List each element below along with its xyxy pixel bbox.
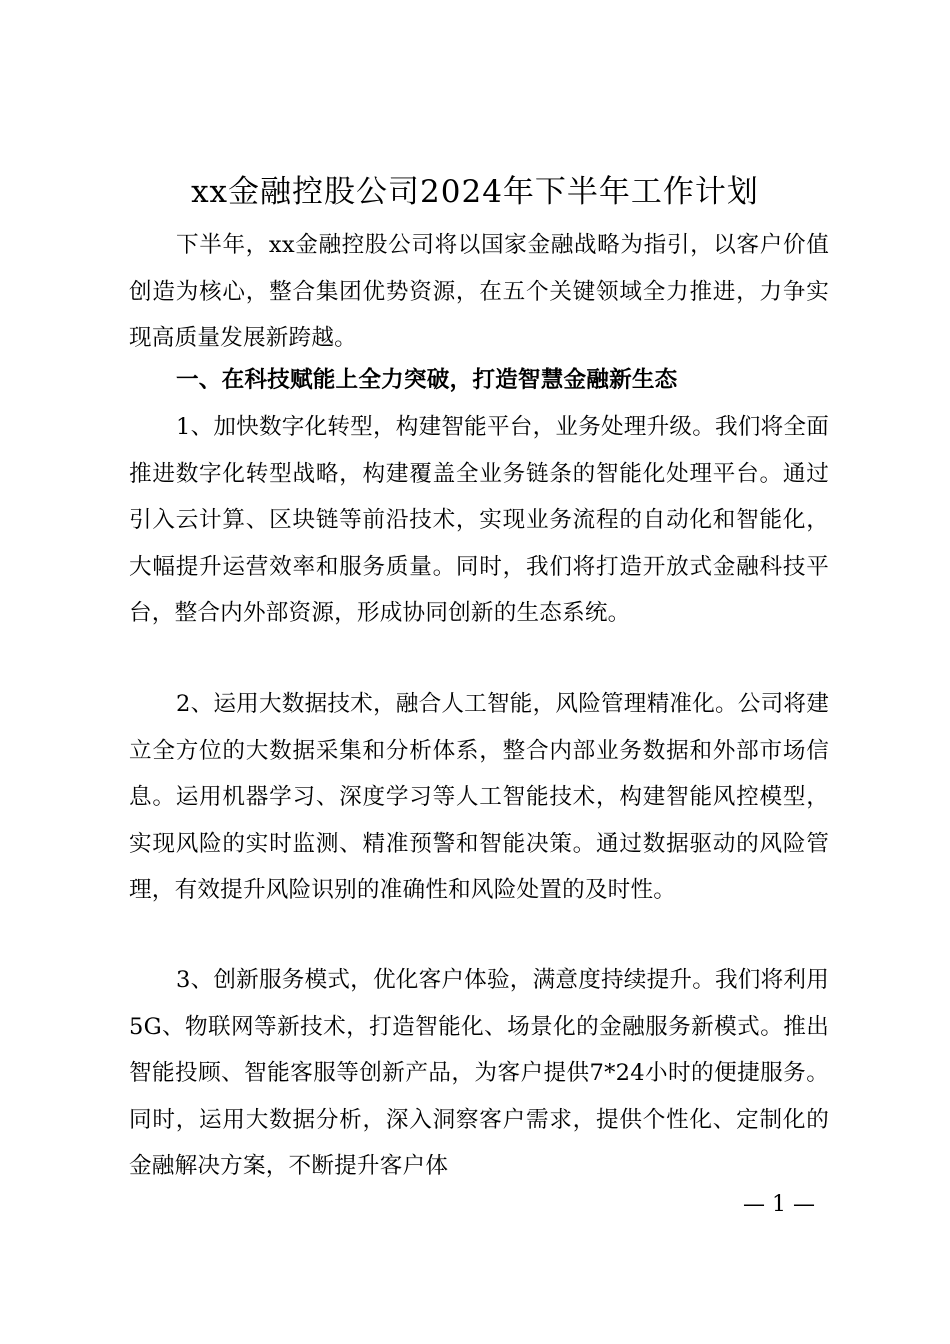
page-number: — 1 —	[743, 1192, 815, 1217]
document-title: xx金融控股公司2024年下半年工作计划	[191, 174, 759, 210]
item-paragraph-3: 3、创新服务模式，优化客户体验，满意度持续提升。我们将利用5G、物联网等新技术，打造智能化、场景化的金融服务新模式。推出智能投顾、智能客服等创新产品，为客户提供7*24小时的便捷服务。同时，运用大数据分析，深入洞察客户需求，提供个性化、定制化的金融解决方案，不断提升客户体	[129, 967, 829, 1179]
item-paragraph-1: 1、加快数字化转型，构建智能平台，业务处理升级。我们将全面推进数字化转型战略，构建覆盖全业务链条的智能化处理平台。通过引入云计算、区块链等前沿技术，实现业务流程的自动化和智能化，大幅提升运营效率和服务质量。同时，我们将打造开放式金融科技平台，整合内外部资源，形成协同创新的生态系统。	[129, 414, 829, 626]
intro-paragraph: 下半年，xx金融控股公司将以国家金融战略为指引，以客户价值创造为核心，整合集团优势资源，在五个关键领域全力推进，力争实现高质量发展新跨越。	[129, 232, 829, 351]
item-paragraph-2: 2、运用大数据技术，融合人工智能，风险管理精准化。公司将建立全方位的大数据采集和分析体系，整合内部业务数据和外部市场信息。运用机器学习、深度学习等人工智能技术，构建智能风控模型，实现风险的实时监测、精准预警和智能决策。通过数据驱动的风险管理，有效提升风险识别的准确性和风险处置的及时性。	[129, 691, 829, 903]
section-heading-1: 一、在科技赋能上全力突破，打造智慧金融新生态	[176, 367, 678, 393]
